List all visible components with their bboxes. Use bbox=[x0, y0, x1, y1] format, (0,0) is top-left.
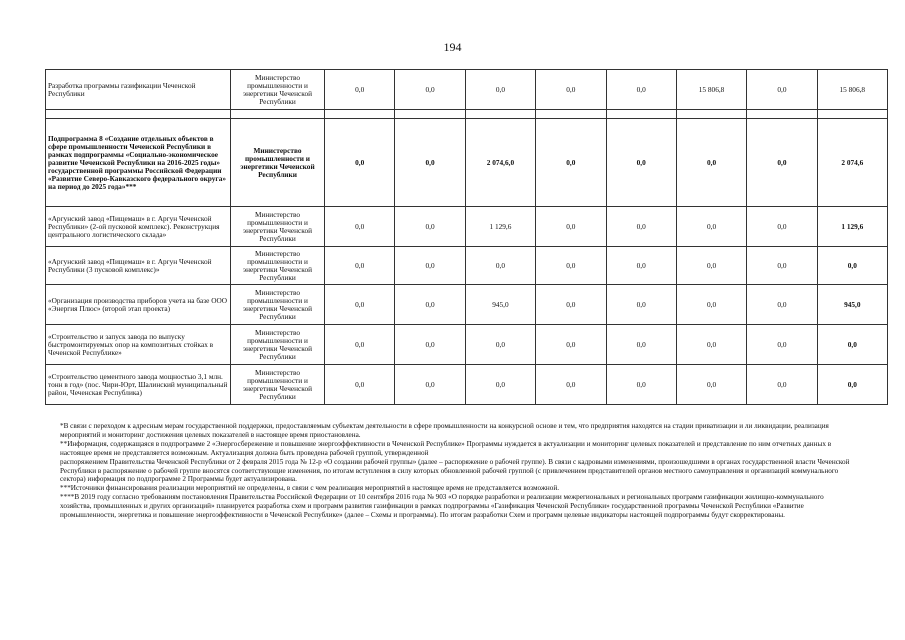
value-cell: 0,0 bbox=[536, 247, 606, 285]
value-cell bbox=[465, 110, 535, 119]
value-cell bbox=[747, 110, 817, 119]
value-cell bbox=[536, 110, 606, 119]
value-cell: 0,0 bbox=[747, 285, 817, 325]
value-cell: 0,0 bbox=[606, 285, 676, 325]
table-row bbox=[46, 247, 888, 285]
table-row bbox=[46, 325, 888, 365]
value-cell: 0,0 bbox=[395, 285, 465, 325]
budget-table bbox=[45, 69, 888, 405]
value-cell: 0,0 bbox=[606, 119, 676, 207]
row-name: «Строительство и запуск завода по выпуску быстромонтируемых опор на композитных стойках в Чеченской Республике» bbox=[46, 325, 231, 365]
table-row bbox=[46, 207, 888, 247]
value-cell: 0,0 bbox=[536, 285, 606, 325]
value-cell: 0,0 bbox=[325, 365, 395, 405]
row-name: Разработка программы газификации Чеченской Республики bbox=[46, 70, 231, 110]
table-row bbox=[46, 110, 888, 119]
row-executor: Министерство промышленности и энергетики Чеченской Республики bbox=[231, 247, 325, 285]
row-name: «Аргунский завод «Пищемаш» в г. Аргун Чеченской Республики» (2-ой пусковой комплекс). Реконструкция центрального логистического склада» bbox=[46, 207, 231, 247]
value-cell: 0,0 bbox=[395, 325, 465, 365]
value-cell: 1 129,6 bbox=[817, 207, 887, 247]
value-cell: 0,0 bbox=[395, 247, 465, 285]
row-name: «Аргунский завод «Пищемаш» в г. Аргун Чеченской Республики (3 пусковой комплекс)» bbox=[46, 247, 231, 285]
value-cell: 1 129,6 bbox=[465, 207, 535, 247]
value-cell bbox=[817, 110, 887, 119]
table-row bbox=[46, 119, 888, 207]
row-executor: Министерство промышленности и энергетики Чеченской Республики bbox=[231, 119, 325, 207]
row-executor bbox=[231, 110, 325, 119]
subprogram-title: Подпрограмма 8 «Создание отдельных объектов в сфере промышленности Чеченской Республики в рамках подпрограммы «Социально-экономическое развитие Чеченской Республики на 2016-2025 годы» государственной программы Российской Федерации «Развитие Северо-Кавказского федерального округа» на период до 2025 года»*** bbox=[46, 119, 231, 207]
value-cell: 0,0 bbox=[395, 70, 465, 110]
value-cell bbox=[606, 110, 676, 119]
value-cell: 0,0 bbox=[676, 119, 746, 207]
value-cell: 0,0 bbox=[325, 119, 395, 207]
value-cell: 0,0 bbox=[676, 325, 746, 365]
value-cell: 0,0 bbox=[817, 365, 887, 405]
footnote: **Информация, содержащаяся в подпрограмме 2 «Энергосбережение и повышение энергоэффективности в Чеченской Республике» Программы нуждается в актуализации и мониторинг целевых показателей и представление по ним отчетных данных в настоящее время не представляется возможным. Актуализация должна быть проведена рабочей группой, утвержденной bbox=[60, 439, 832, 457]
value-cell: 0,0 bbox=[536, 119, 606, 207]
page-number: 194 bbox=[443, 40, 462, 54]
value-cell: 0,0 bbox=[606, 325, 676, 365]
value-cell: 0,0 bbox=[325, 325, 395, 365]
value-cell: 0,0 bbox=[465, 365, 535, 405]
value-cell: 0,0 bbox=[395, 119, 465, 207]
value-cell: 0,0 bbox=[395, 207, 465, 247]
footnotes bbox=[60, 422, 850, 520]
value-cell: 0,0 bbox=[747, 247, 817, 285]
value-cell bbox=[325, 110, 395, 119]
value-cell bbox=[676, 110, 746, 119]
table-row bbox=[46, 70, 888, 110]
table-row bbox=[46, 285, 888, 325]
value-cell: 0,0 bbox=[536, 325, 606, 365]
value-cell: 0,0 bbox=[465, 70, 535, 110]
value-cell: 0,0 bbox=[747, 365, 817, 405]
value-cell: 15 806,8 bbox=[817, 70, 887, 110]
value-cell: 0,0 bbox=[325, 247, 395, 285]
value-cell: 945,0 bbox=[465, 285, 535, 325]
value-cell: 2 074,6 bbox=[817, 119, 887, 207]
row-name: «Организация производства приборов учета на базе ООО «Энергия Плюс» (второй этап проекта) bbox=[46, 285, 231, 325]
value-cell: 0,0 bbox=[676, 207, 746, 247]
value-cell: 0,0 bbox=[606, 207, 676, 247]
value-cell: 0,0 bbox=[465, 325, 535, 365]
value-cell: 2 074,6,0 bbox=[465, 119, 535, 207]
value-cell bbox=[395, 110, 465, 119]
value-cell: 0,0 bbox=[676, 247, 746, 285]
value-cell: 0,0 bbox=[325, 70, 395, 110]
footnote: распоряжением Правительства Чеченской Республики от 2 февраля 2015 года № 12-р «О создании рабочей группы» (далее – распоряжение о рабочей группе). В связи с кадровыми изменениями, произошедшими в органах государственной власти Чеченской Республики в распоряжение о рабочей группе вносятся соответствующие изменения, по итогам вступления в силу которых обновленной рабочей группой (с привлечением представителей органов местного самоуправления и организаций коммунального сектора) информация по подпрограмме 2 Программы будет актуализирована. bbox=[60, 457, 850, 484]
value-cell: 0,0 bbox=[325, 207, 395, 247]
footnote: *В связи с переходом к адресным мерам государственной поддержки, предоставляемым субъектам деятельности в сфере промышленности на конкурсной основе и тем, что предприятия находятся на стадии приватизации и ли ликвидации, реализация мероприятий и мониторинг достижения целевых показателей в настоящее время приостановлена. bbox=[60, 422, 829, 439]
value-cell: 0,0 bbox=[747, 207, 817, 247]
value-cell: 0,0 bbox=[536, 365, 606, 405]
value-cell: 0,0 bbox=[747, 70, 817, 110]
value-cell: 0,0 bbox=[395, 365, 465, 405]
row-executor: Министерство промышленности и энергетики Чеченской Республики bbox=[231, 365, 325, 405]
value-cell: 0,0 bbox=[606, 247, 676, 285]
value-cell: 0,0 bbox=[465, 247, 535, 285]
value-cell: 0,0 bbox=[747, 119, 817, 207]
value-cell: 0,0 bbox=[817, 325, 887, 365]
value-cell: 0,0 bbox=[606, 365, 676, 405]
value-cell: 0,0 bbox=[747, 325, 817, 365]
footnote: ***Источники финансирования реализации мероприятий не определены, в связи с чем реализация мероприятий в настоящее время не представляется возможной. bbox=[60, 484, 560, 493]
row-executor: Министерство промышленности и энергетики Чеченской Республики bbox=[231, 207, 325, 247]
row-name: «Строительство цементного завода мощностью 3,1 млн. тонн в год» (пос. Чири-Юрт, Шалинский муниципальный район, Чеченская Республика) bbox=[46, 365, 231, 405]
value-cell: 0,0 bbox=[676, 285, 746, 325]
value-cell: 0,0 bbox=[536, 70, 606, 110]
row-executor: Министерство промышленности и энергетики Чеченской Республики bbox=[231, 285, 325, 325]
row-executor: Министерство промышленности и энергетики Чеченской Республики bbox=[231, 70, 325, 110]
footnote: ****В 2019 году согласно требованиям постановления Правительства Российской Федерации от 10 сентября 2016 года № 903 «О порядке разработки и реализации межрегиональных и региональных программ газификации жилищно-коммунального хозяйства, промышленных и других организаций» планируется разработка схем и программ развития газификации в рамках подпрограммы «Газификация Чеченской Республики» государственной программы Чеченской Республики «Развитие промышленности, энергетика и повышение энергоэффективности в Чеченской Республике» (далее – Схемы и программы). По итогам разработки Схем и программ целевые индикаторы настоящей подпрограммы будут скорректированы. bbox=[60, 493, 824, 520]
row-name bbox=[46, 110, 231, 119]
table-row bbox=[46, 365, 888, 405]
value-cell: 0,0 bbox=[606, 70, 676, 110]
value-cell: 0,0 bbox=[817, 247, 887, 285]
value-cell: 15 806,8 bbox=[676, 70, 746, 110]
value-cell: 0,0 bbox=[536, 207, 606, 247]
value-cell: 0,0 bbox=[676, 365, 746, 405]
value-cell: 0,0 bbox=[325, 285, 395, 325]
value-cell: 945,0 bbox=[817, 285, 887, 325]
row-executor: Министерство промышленности и энергетики Чеченской Республики bbox=[231, 325, 325, 365]
